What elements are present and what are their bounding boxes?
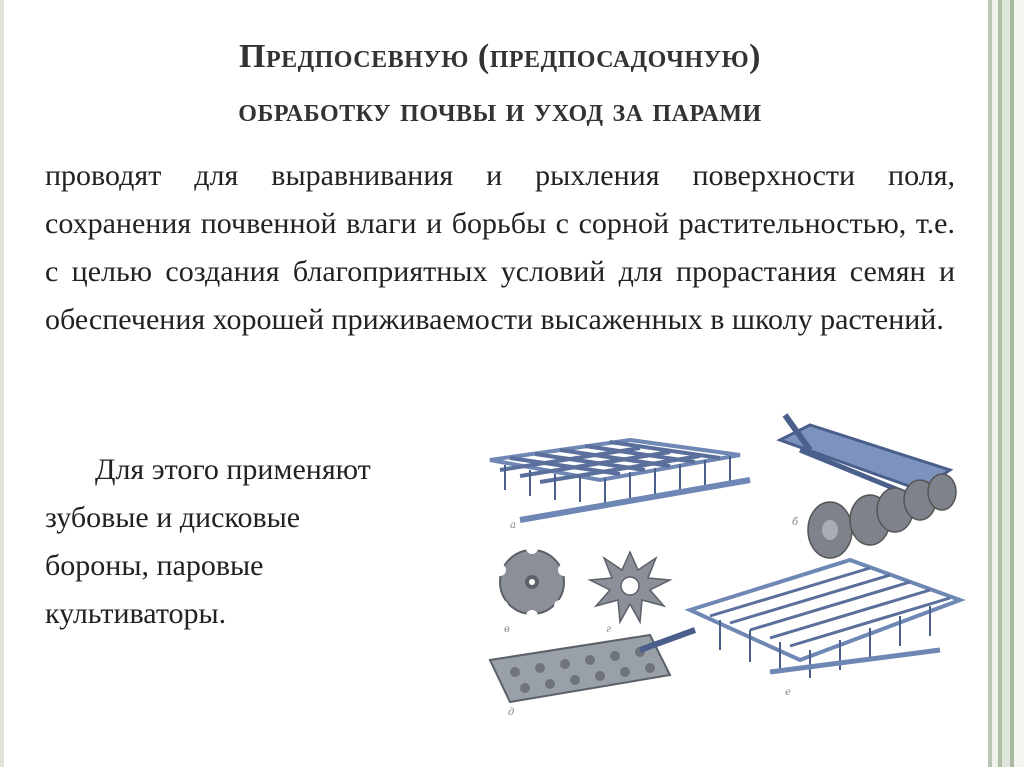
paragraph-main: проводят для выравнивания и рыхления поверхности поля, сохранения почвенной влаги и борьбы с сорной растительностью, т.е. с целью создания благоприятных условий для прорастания семян и обеспечения хорошей приживаемости высаженных в школу растений. [45, 159, 955, 336]
figure-label-e: е [785, 687, 791, 698]
title-line-2: обработку почвы и уход за парами [238, 92, 762, 129]
implements-illustration [480, 410, 980, 740]
figure-label-a: а [510, 520, 516, 531]
tools-line-1: Для этого применяют [95, 453, 371, 486]
tools-line-2: зубовые и дисковые [45, 501, 301, 534]
figure-label-b: б [792, 517, 799, 528]
tools-line-3: бороны, паровые [45, 549, 264, 582]
figure-label-v: в [504, 624, 510, 635]
figure-label-g: г [606, 624, 612, 635]
slide-left-border [0, 0, 4, 767]
figure-e-cultivator [690, 560, 960, 678]
slide-title [60, 30, 940, 138]
figure-v-notched-disc [494, 542, 570, 622]
title-line-1: Предпосевную (предпосадочную) [239, 38, 761, 75]
figure-a-tine-harrow [490, 440, 750, 520]
paragraph-tools [45, 446, 475, 638]
figure-label-d: д [508, 707, 515, 718]
slide-decorative-stripes [982, 0, 1024, 767]
figure-g-star-disc [590, 552, 670, 622]
figure-b-disc-harrow [780, 415, 956, 558]
figure-d-rotary-roller [490, 630, 695, 702]
tools-line-4: культиваторы. [45, 597, 227, 630]
